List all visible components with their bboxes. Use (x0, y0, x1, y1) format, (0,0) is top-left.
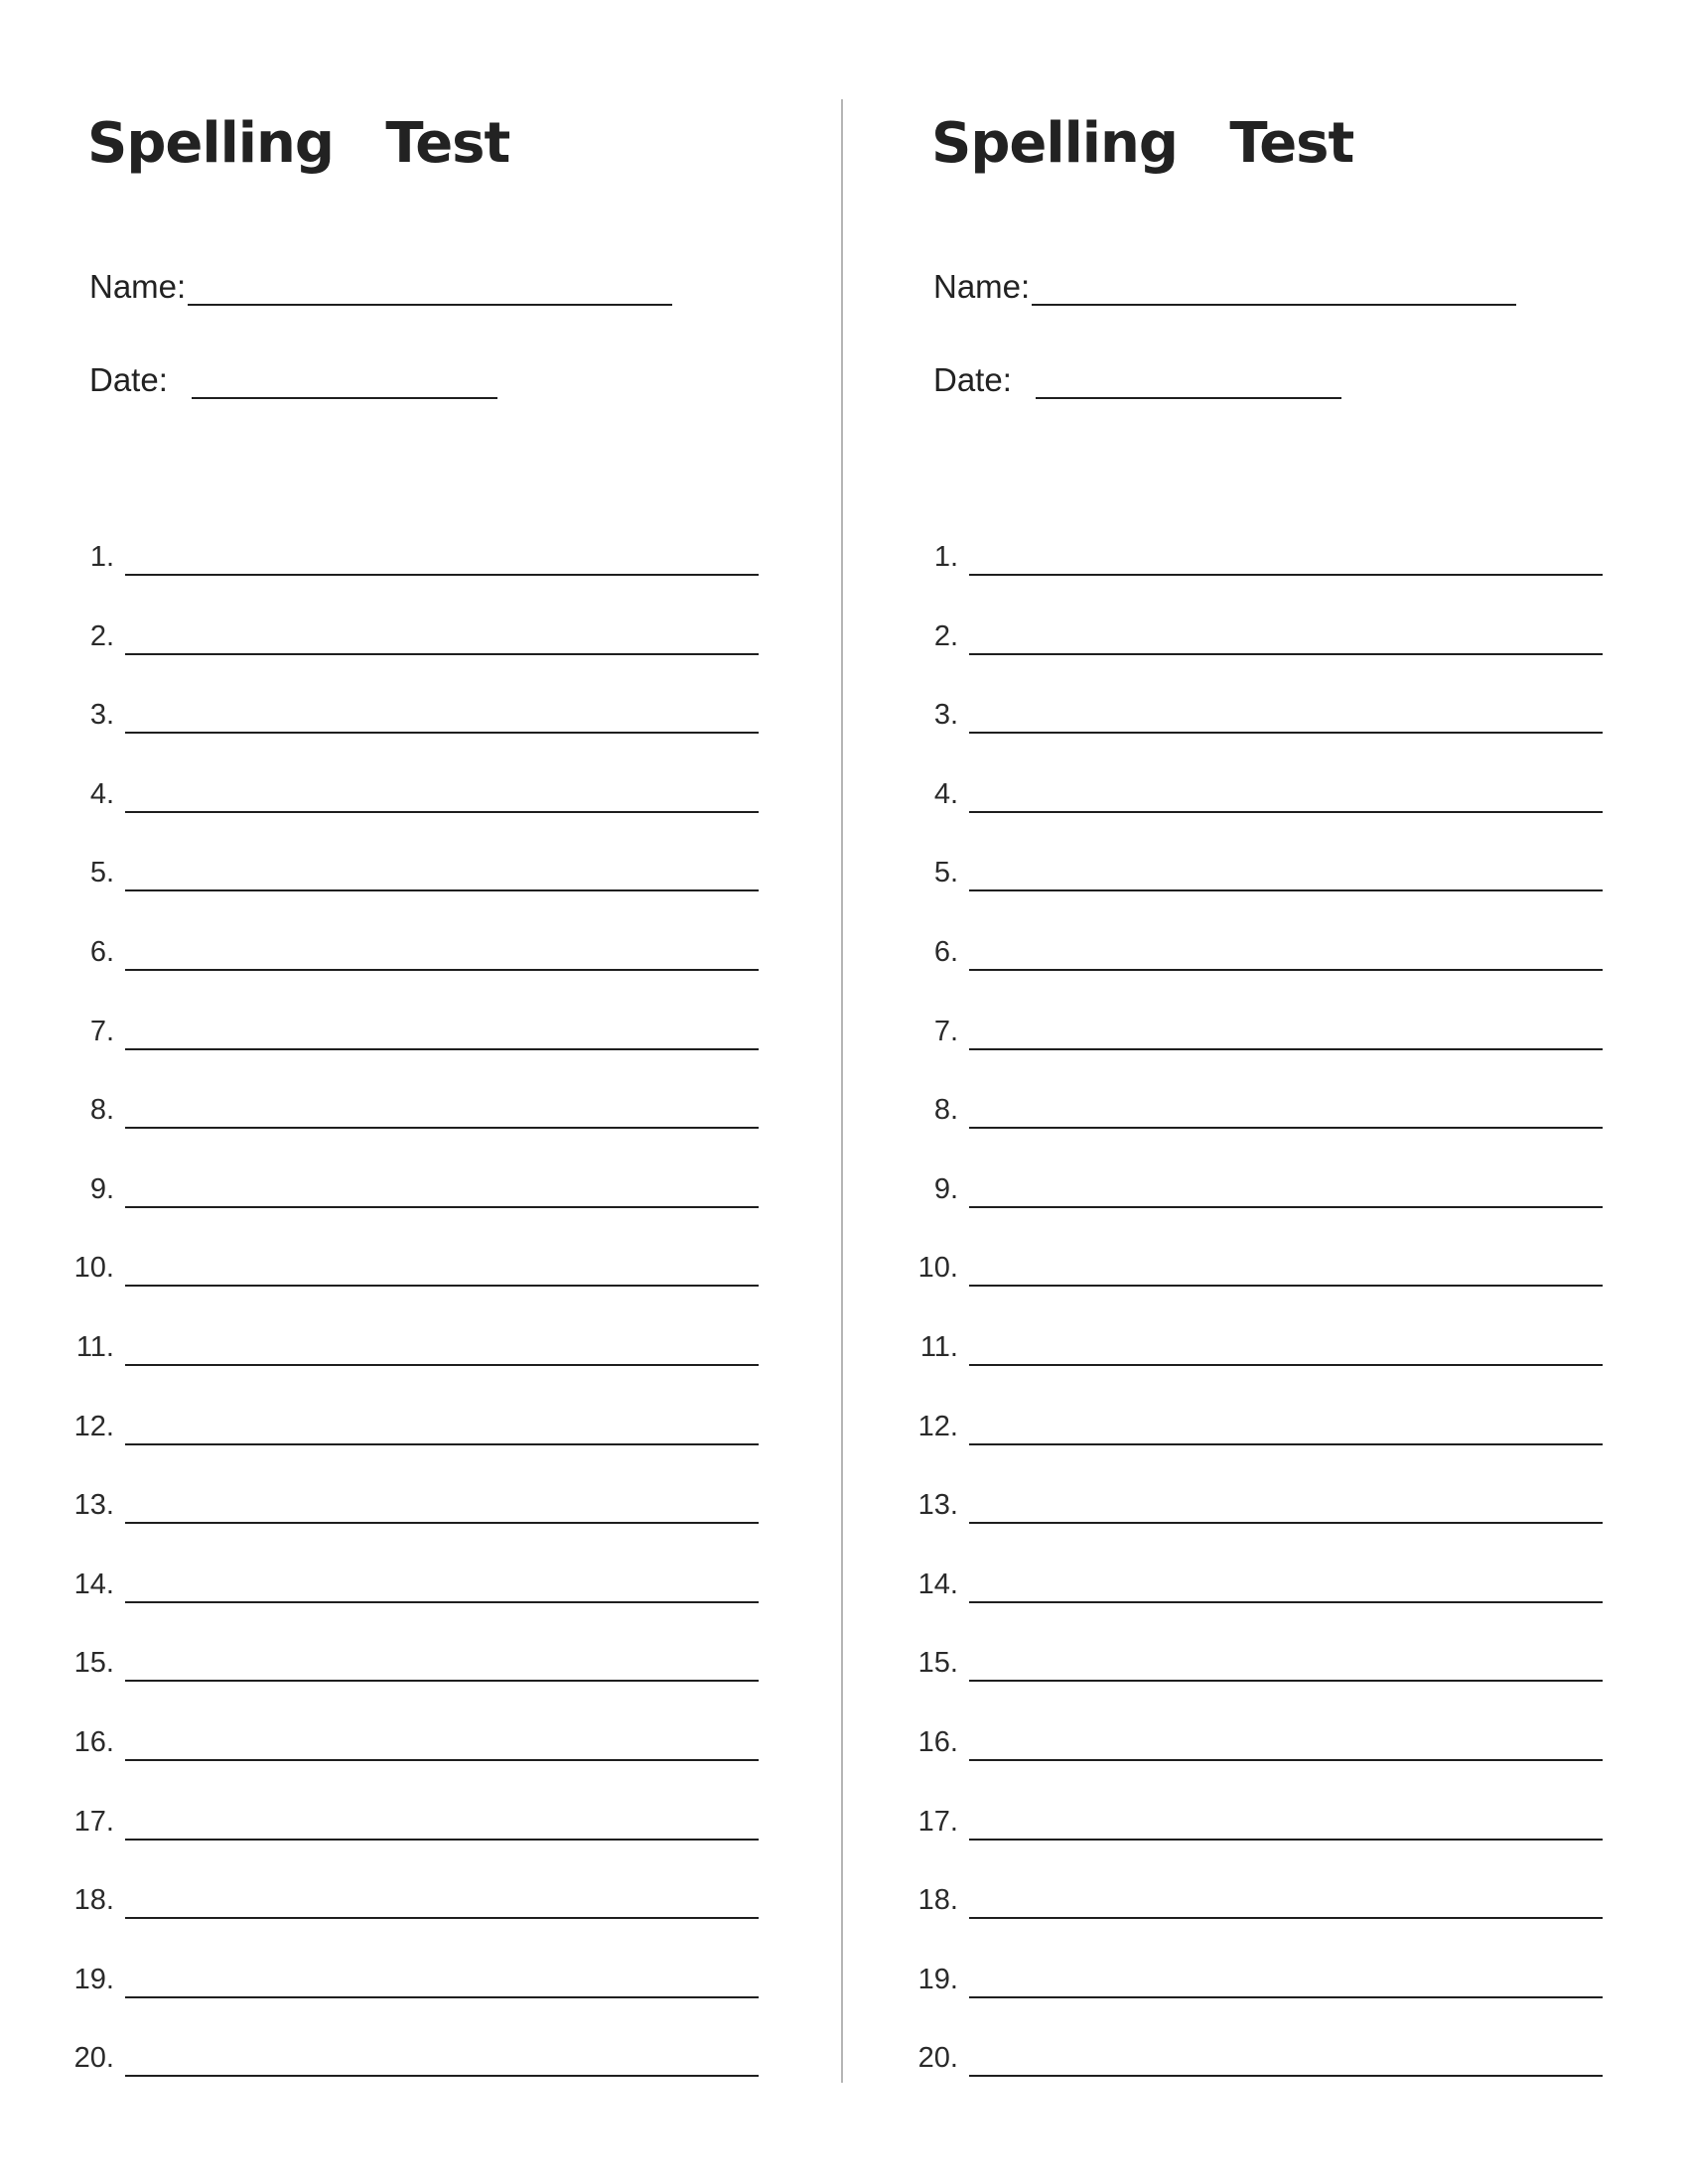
answer-line[interactable] (969, 1285, 1603, 1287)
item-number: 3. (933, 699, 958, 732)
answer-line[interactable] (969, 732, 1603, 734)
date-label: Date: (89, 361, 168, 398)
item-number: 9. (933, 1172, 958, 1205)
answer-line[interactable] (125, 574, 759, 576)
list-item (844, 901, 1618, 981)
answer-line[interactable] (969, 811, 1603, 813)
list-item (0, 1771, 774, 1850)
item-number: 11. (75, 1331, 114, 1363)
name-label: Name: (933, 268, 1031, 305)
answer-line[interactable] (125, 969, 759, 971)
item-number: 8. (933, 1094, 958, 1127)
list-item (844, 744, 1618, 823)
spelling-test-left (0, 0, 774, 2184)
name-field (933, 268, 1516, 306)
list-item (844, 586, 1618, 665)
date-label: Date: (933, 361, 1012, 398)
list-item (844, 1376, 1618, 1455)
item-number: 17. (917, 1805, 958, 1838)
answer-line[interactable] (969, 1443, 1603, 1445)
item-number: 19. (917, 1963, 958, 1995)
test-title: Spelling Test (87, 111, 510, 176)
list-item (844, 1849, 1618, 1929)
item-number: 5. (933, 857, 958, 889)
answer-line[interactable] (125, 1917, 759, 1919)
answer-line[interactable] (969, 1996, 1603, 1998)
list-item (844, 1534, 1618, 1613)
list-item (0, 1612, 774, 1692)
item-number: 20. (73, 2042, 114, 2075)
item-number: 6. (89, 936, 114, 968)
list-item (844, 822, 1618, 901)
list-item (0, 1217, 774, 1297)
item-number: 18. (73, 1884, 114, 1917)
list-item (0, 586, 774, 665)
answer-line[interactable] (125, 1206, 759, 1208)
list-item (0, 1454, 774, 1534)
answer-line[interactable] (969, 1759, 1603, 1761)
answer-line[interactable] (125, 811, 759, 813)
name-blank-line[interactable] (188, 270, 672, 306)
item-number: 4. (933, 777, 958, 810)
item-number: 2. (933, 619, 958, 652)
list-item (844, 981, 1618, 1060)
item-number: 20. (917, 2042, 958, 2075)
item-number: 16. (917, 1726, 958, 1758)
list-item (0, 1849, 774, 1929)
answer-line[interactable] (125, 1601, 759, 1603)
item-number: 7. (933, 1015, 958, 1047)
answer-line[interactable] (969, 1522, 1603, 1524)
list-item (844, 1692, 1618, 1771)
answer-line[interactable] (969, 1206, 1603, 1208)
answer-line[interactable] (969, 574, 1603, 576)
item-number: 18. (917, 1884, 958, 1917)
item-number: 1. (89, 541, 114, 573)
item-number: 14. (73, 1568, 114, 1600)
list-item (844, 1217, 1618, 1297)
answer-line[interactable] (125, 1285, 759, 1287)
date-blank-line[interactable] (1036, 363, 1341, 399)
item-number: 12. (917, 1410, 958, 1442)
answer-line[interactable] (969, 1048, 1603, 1050)
item-number: 13. (73, 1489, 114, 1522)
answer-line[interactable] (969, 1364, 1603, 1366)
list-item (0, 506, 774, 586)
item-number: 4. (89, 777, 114, 810)
answer-line[interactable] (125, 1048, 759, 1050)
answer-line[interactable] (969, 889, 1603, 891)
answer-line[interactable] (969, 1601, 1603, 1603)
date-blank-line[interactable] (192, 363, 497, 399)
date-field (89, 361, 497, 399)
answer-line[interactable] (125, 1996, 759, 1998)
list-item (0, 981, 774, 1060)
column-divider (841, 99, 843, 2083)
list-item (844, 2007, 1618, 2087)
answer-line[interactable] (125, 1680, 759, 1682)
list-item (844, 1612, 1618, 1692)
list-item (844, 1059, 1618, 1139)
item-number: 5. (89, 857, 114, 889)
item-number: 19. (73, 1963, 114, 1995)
list-item (0, 822, 774, 901)
name-field (89, 268, 672, 306)
answer-line[interactable] (125, 653, 759, 655)
item-number: 10. (73, 1252, 114, 1285)
item-number: 11. (919, 1331, 958, 1363)
item-number: 3. (89, 699, 114, 732)
item-number: 2. (89, 619, 114, 652)
list-item (844, 1139, 1618, 1218)
item-number: 8. (89, 1094, 114, 1127)
answer-line[interactable] (969, 969, 1603, 971)
answer-line[interactable] (125, 889, 759, 891)
spelling-test-right (844, 0, 1618, 2184)
answer-line[interactable] (969, 653, 1603, 655)
answer-line[interactable] (969, 1917, 1603, 1919)
item-number: 14. (917, 1568, 958, 1600)
list-item (844, 1929, 1618, 2008)
item-number: 9. (89, 1172, 114, 1205)
answer-line[interactable] (125, 1364, 759, 1366)
answer-line[interactable] (125, 732, 759, 734)
item-number: 6. (933, 936, 958, 968)
answer-line[interactable] (125, 1522, 759, 1524)
item-number: 15. (917, 1647, 958, 1680)
item-number: 13. (917, 1489, 958, 1522)
item-number: 16. (73, 1726, 114, 1758)
list-item (0, 1929, 774, 2008)
answer-line[interactable] (969, 1839, 1603, 1841)
item-number: 1. (933, 541, 958, 573)
name-label: Name: (89, 268, 187, 305)
answer-line[interactable] (125, 1839, 759, 1841)
list-item (0, 2007, 774, 2087)
list-item (0, 901, 774, 981)
list-item (844, 506, 1618, 586)
item-number: 7. (89, 1015, 114, 1047)
name-blank-line[interactable] (1032, 270, 1516, 306)
answer-line[interactable] (969, 1127, 1603, 1129)
item-number: 10. (917, 1252, 958, 1285)
list-item (0, 1376, 774, 1455)
answer-line[interactable] (125, 1443, 759, 1445)
list-item (0, 1059, 774, 1139)
date-field (933, 361, 1341, 399)
answer-line[interactable] (125, 2075, 759, 2077)
list-item (844, 1297, 1618, 1376)
answer-line[interactable] (969, 2075, 1603, 2077)
list-item (0, 1297, 774, 1376)
test-title: Spelling Test (931, 111, 1354, 176)
answer-line[interactable] (969, 1680, 1603, 1682)
item-number: 15. (73, 1647, 114, 1680)
list-item (844, 664, 1618, 744)
list-item (0, 1534, 774, 1613)
item-number: 12. (73, 1410, 114, 1442)
item-number: 17. (73, 1805, 114, 1838)
answer-line[interactable] (125, 1759, 759, 1761)
list-item (0, 1692, 774, 1771)
list-item (0, 744, 774, 823)
list-item (844, 1454, 1618, 1534)
list-item (0, 664, 774, 744)
list-item (844, 1771, 1618, 1850)
list-item (0, 1139, 774, 1218)
answer-line[interactable] (125, 1127, 759, 1129)
